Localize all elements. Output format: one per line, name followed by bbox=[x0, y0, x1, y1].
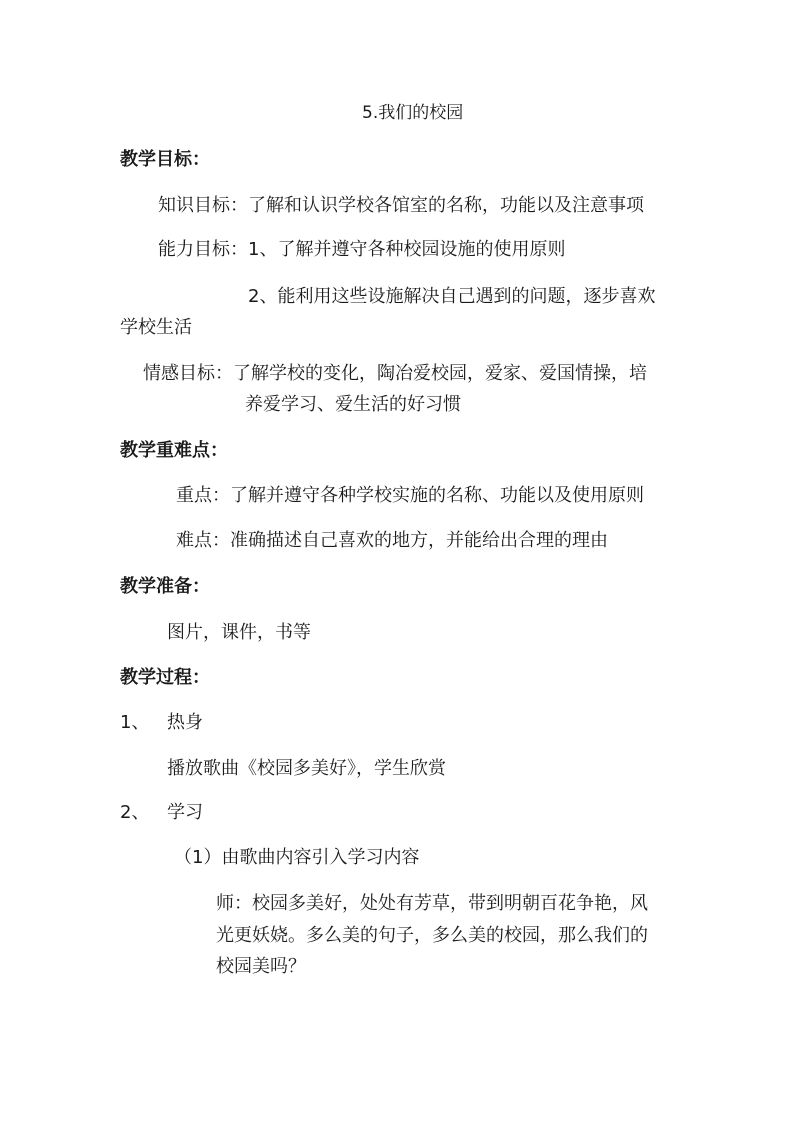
step2-title: 学习 bbox=[167, 802, 203, 823]
preparation-heading: 教学准备： bbox=[120, 576, 210, 597]
step1-number: 1、 bbox=[120, 712, 150, 733]
step2-subitem-1: （1）由歌曲内容引入学习内容 bbox=[174, 847, 420, 868]
step1-content: 播放歌曲《校园多美好》，学生欣赏 bbox=[167, 758, 446, 779]
emotion-objective-line1: 情感目标：了解学校的变化，陶冶爱校园，爱家、爱国情操，培 bbox=[143, 363, 647, 384]
emotion-objective-line2: 养爱学习、爱生活的好习惯 bbox=[245, 394, 461, 415]
key-points-heading: 教学重难点： bbox=[120, 440, 228, 461]
teacher-dialogue-line2: 光更妖娆。多么美的句子，多么美的校园，那么我们的 bbox=[216, 925, 648, 946]
page-title: 5.我们的校园 bbox=[362, 103, 464, 123]
knowledge-objective: 知识目标：了解和认识学校各馆室的名称，功能以及注意事项 bbox=[158, 195, 644, 216]
ability-objective-2-line1: 2、能利用这些设施解决自己遇到的问题，逐步喜欢 bbox=[248, 286, 656, 307]
key-point: 重点：了解并遵守各种学校实施的名称、功能以及使用原则 bbox=[176, 485, 644, 506]
step1-title: 热身 bbox=[167, 712, 203, 733]
ability-objective-1: 能力目标：1、了解并遵守各种校园设施的使用原则 bbox=[158, 239, 566, 260]
ability-objective-2-line2: 学校生活 bbox=[120, 317, 192, 338]
objectives-heading: 教学目标： bbox=[120, 149, 210, 170]
teacher-dialogue-line3: 校园美吗？ bbox=[216, 956, 306, 977]
teacher-dialogue-line1: 师：校园多美好，处处有芳草，带到明朝百花争艳，风 bbox=[216, 893, 648, 914]
process-heading: 教学过程： bbox=[120, 667, 210, 688]
step2-number: 2、 bbox=[120, 802, 150, 823]
difficult-point: 难点：准确描述自己喜欢的地方，并能给出合理的理由 bbox=[176, 530, 608, 551]
preparation-items: 图片，课件，书等 bbox=[167, 622, 311, 643]
